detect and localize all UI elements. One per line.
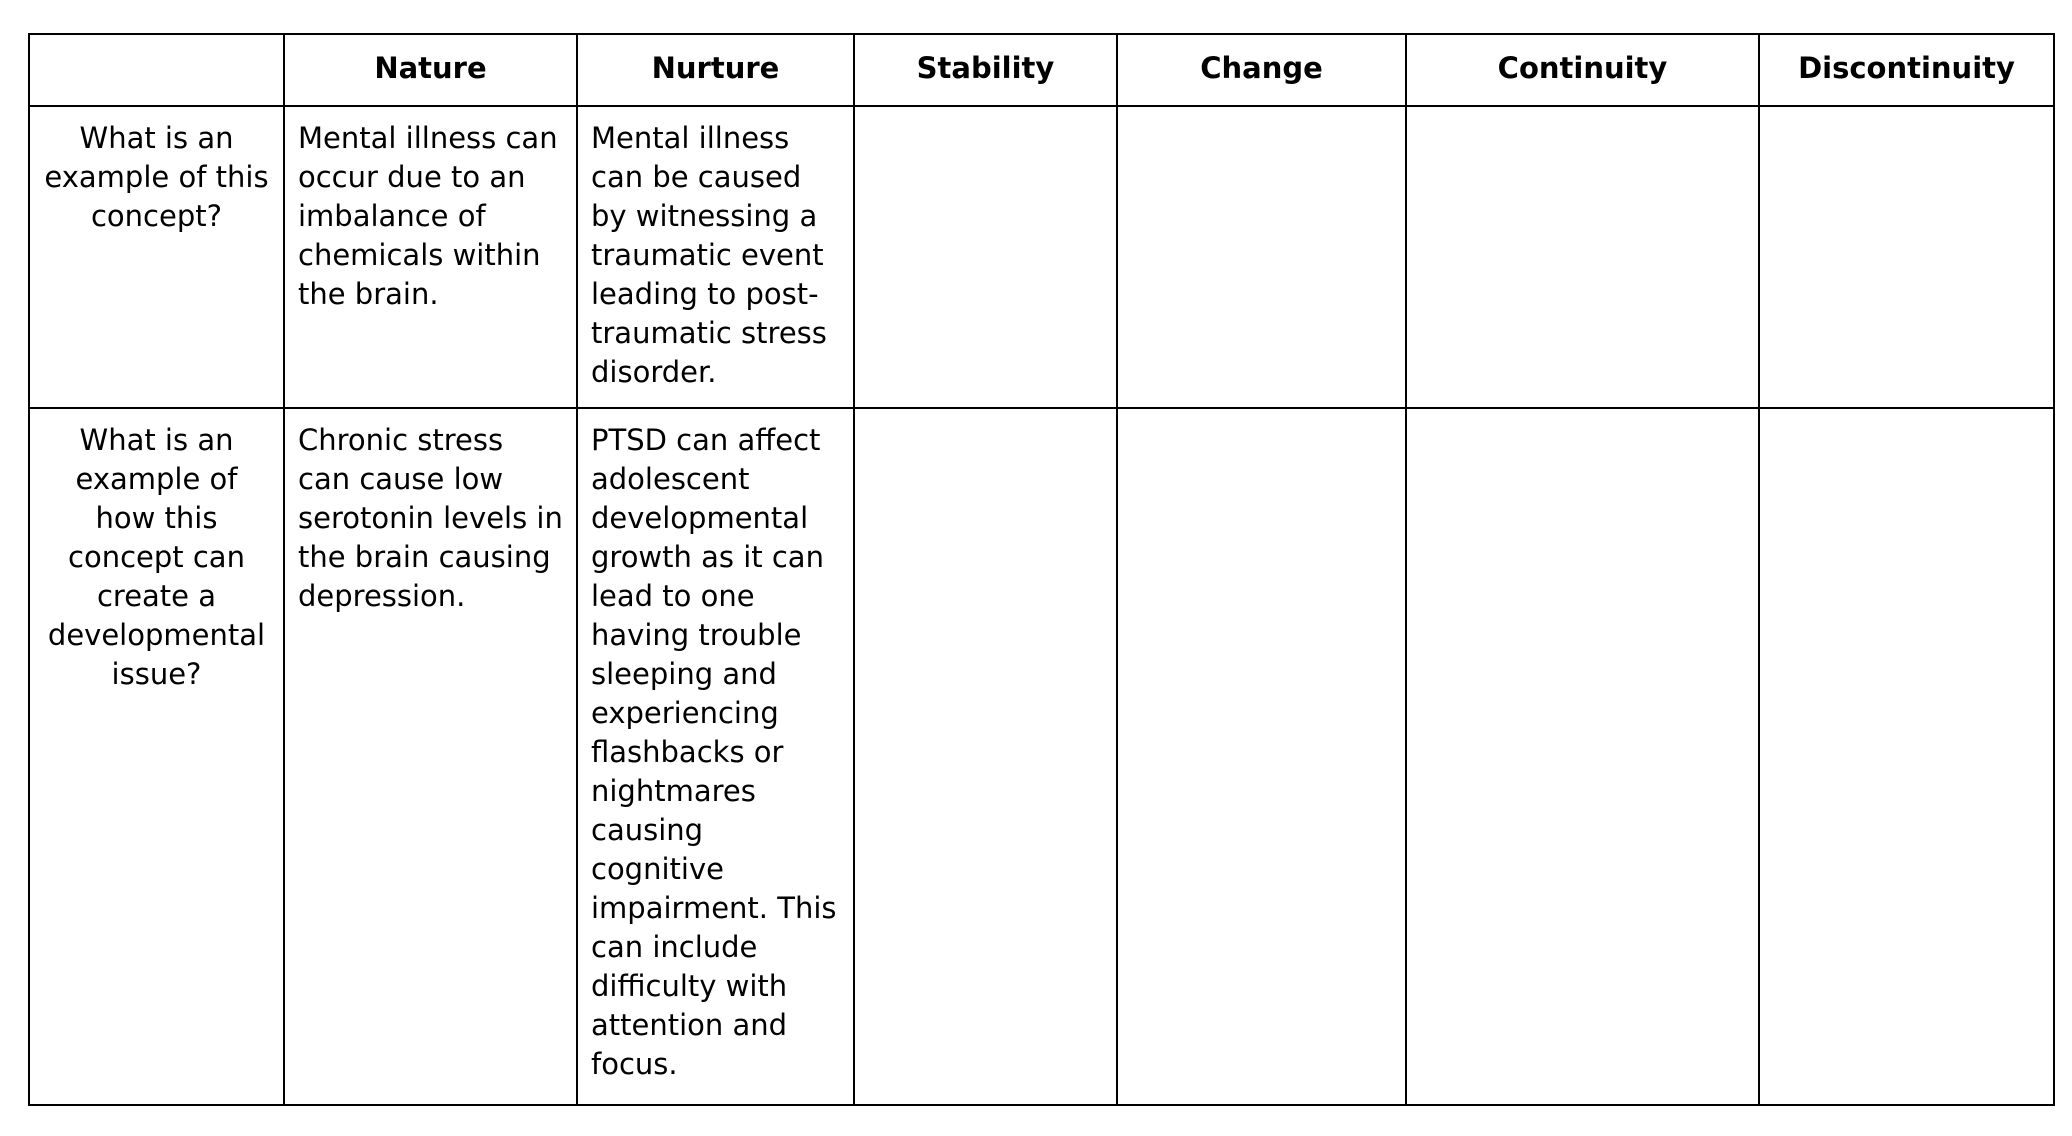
header-discontinuity: Discontinuity [1759,34,2054,106]
cell-discontinuity-issue [1759,408,2054,1105]
table-row [29,106,2054,408]
cell-change-example [1117,106,1406,408]
cell-discontinuity-example [1759,106,2054,408]
concept-table [28,33,2055,1106]
row-label-example: What is an example of this concept? [29,106,284,408]
header-corner-cell [29,34,284,106]
table-row [29,408,2054,1105]
cell-stability-issue [854,408,1117,1105]
cell-stability-example [854,106,1117,408]
cell-continuity-issue [1406,408,1759,1105]
cell-nature-example: Mental illness can occur due to an imbalance of chemicals within the brain. [284,106,577,408]
header-nurture: Nurture [577,34,854,106]
header-continuity: Continuity [1406,34,1759,106]
header-nature: Nature [284,34,577,106]
cell-nurture-example: Mental illness can be caused by witnessing a traumatic event leading to post-traumatic stress disorder. [577,106,854,408]
row-label-developmental-issue: What is an example of how this concept can create a developmental issue? [29,408,284,1105]
cell-nurture-issue: PTSD can affect adolescent developmental growth as it can lead to one having trouble sleeping and experiencing flashbacks or nightmares causing cognitive impairment. This can include difficulty with attention and focus. [577,408,854,1105]
header-row [29,34,2054,106]
cell-continuity-example [1406,106,1759,408]
cell-change-issue [1117,408,1406,1105]
cell-nature-issue: Chronic stress can cause low serotonin levels in the brain causing depression. [284,408,577,1105]
header-change: Change [1117,34,1406,106]
header-stability: Stability [854,34,1117,106]
